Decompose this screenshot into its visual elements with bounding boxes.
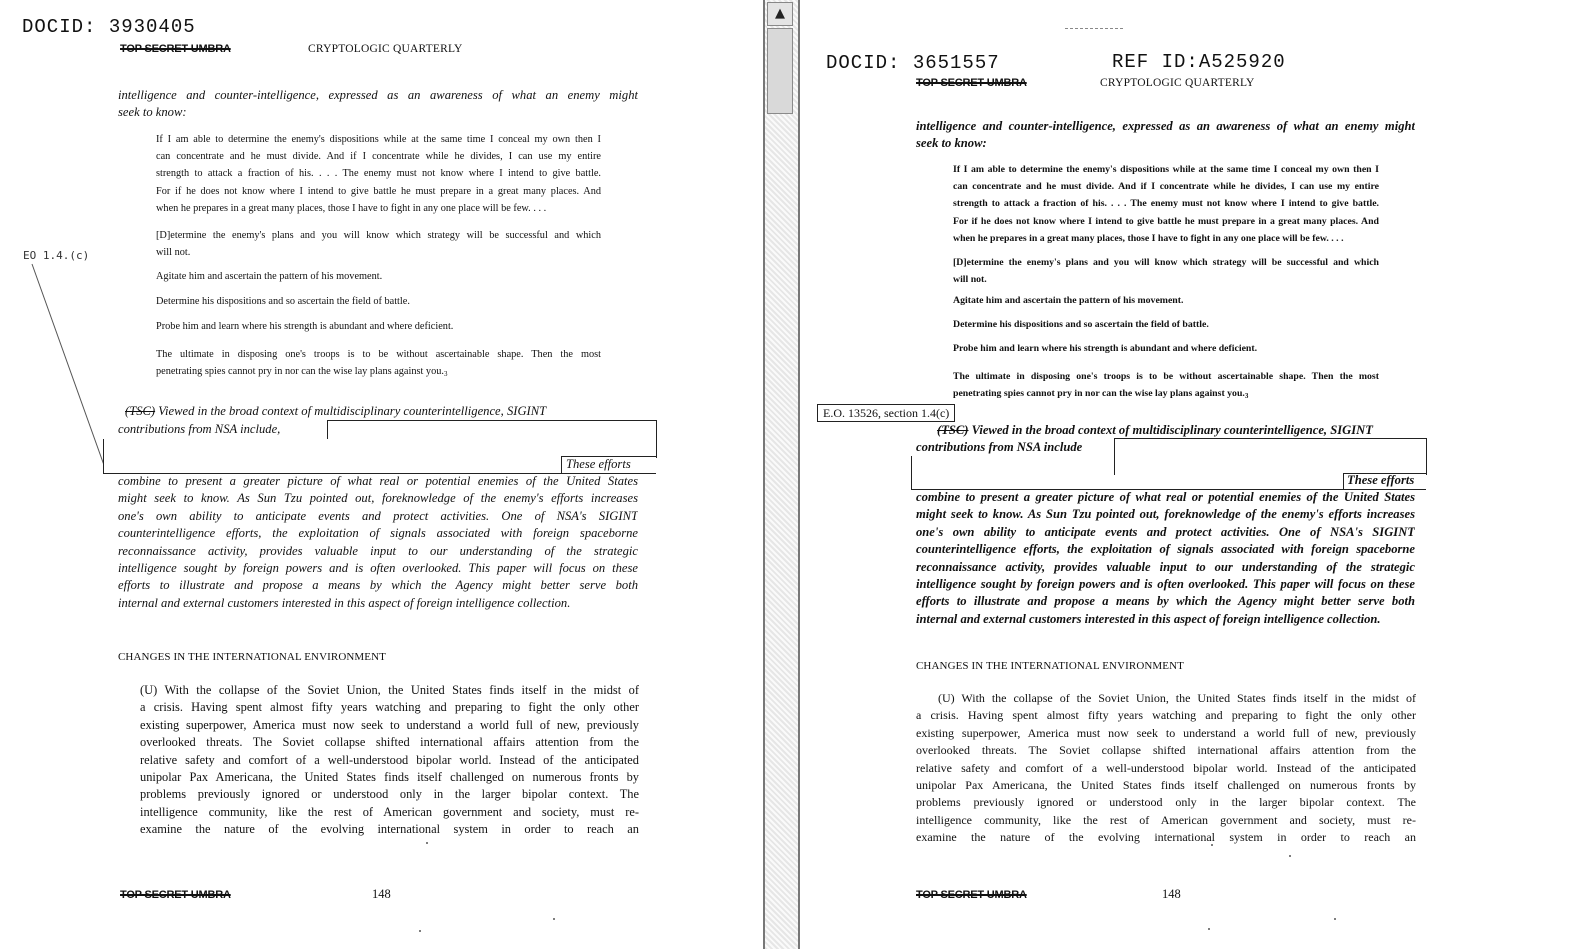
footnote-mark: 3 [443,369,448,378]
para-line: might seek to know. As Sun Tzu pointed out, foreknowledge of the enemy's efforts increases [118,491,638,506]
sigint-paragraph [118,473,638,612]
scan-speck [1289,855,1291,857]
intro-line: seek to know: [916,136,987,151]
para-line: internal and external customers interested in this aspect of foreign intelligence collection. [916,611,1381,626]
scan-mark [1065,28,1123,29]
quote-line: when he prepares in a great many places, those I have to fight in any one place will be few. . . . [953,232,1344,244]
quote-3: Agitate him and ascertain the pattern of his movement. [953,295,1184,306]
sigint-paragraph [916,489,1415,628]
page-number: 148 [372,887,391,901]
journal-title: CRYPTOLOGIC QUARTERLY [308,43,463,55]
quote-line: can concentrate and he must divide. And if I concentrate while he divides, I can use my entire [953,181,1379,193]
body-line: relative safety and comfort of a well-understood bipolar world. Instead of the anticipated [916,760,1416,775]
intro-text [916,118,1415,153]
left-document-page [0,0,763,949]
body-line: problems previously ignored or understood only in the larger bipolar context. The [140,787,639,802]
intro-line: intelligence and counter-intelligence, expressed as an awareness of what an enemy might [118,88,638,102]
quote-4: Determine his dispositions and so ascertain the field of battle. [953,319,1209,330]
quote-line: The ultimate in disposing one's troops is to be without ascertainable shape. Then the most [953,371,1379,382]
quote-line: penetrating spies cannot pry in nor can the wise lay plans against you. [156,366,444,378]
scan-speck [553,918,555,920]
scan-speck [419,930,421,932]
sigint-line: Viewed in the broad context of multidisciplinary counterintelligence, [158,404,504,418]
quote-5: Probe him and learn where his strength is abundant and where deficient. [953,343,1258,354]
quote-line: [D]etermine the enemy's plans and you will know which strategy will be successful and which [156,230,601,241]
body-line: intelligence community, like the rest of American government and society, must re- [140,804,639,819]
section-heading: CHANGES IN THE INTERNATIONAL ENVIRONMENT [916,660,1184,672]
classification-top: TOP SECRET UMBRA [916,77,1027,89]
quote-line: The ultimate in disposing one's troops is to be without ascertainable shape. Then the most [156,349,601,360]
quote-line: penetrating spies cannot pry in nor can the wise lay plans against you. [953,388,1245,400]
scan-speck [426,842,428,844]
body-line: problems previously ignored or understood only in the larger bipolar context. The [916,795,1416,810]
right-document-page [800,0,1570,949]
para-line: counterintelligence efforts, the exploitation of signals associated with foreign spaceborne [916,542,1415,557]
quote-block-6 [953,368,1379,409]
scroll-up-arrow-icon[interactable]: ▲ [767,2,793,26]
body-line: unipolar Pax Americana, the United States finds itself challenged on numerous fronts by [140,770,639,785]
body-line: existing superpower, America must now seek to understand a world full of new, previously [140,717,639,732]
body-line: examine the nature of the evolving international system in order to reach an [916,830,1416,845]
para-line: efforts to illustrate and propose a means by which the Agency might better serve both [118,578,638,593]
sigint-word: SIGINT [1330,423,1373,437]
para-line: might seek to know. As Sun Tzu pointed out, foreknowledge of the enemy's efforts increases [916,507,1415,522]
body-line: a crisis. Having spent almost fifty years watching and preparing to fight the only other [140,700,639,715]
sigint-paragraph-start [125,403,546,420]
ref-id-label: REF ID:A525920 [1112,51,1286,73]
para-line: combine to present a greater picture of what real or potential enemies of the United States [118,474,638,488]
quote-5: Probe him and learn where his strength is abundant and where deficient. [156,321,454,332]
para-line: reconnaissance activity, provides valuable input to our understanding of the strategic [916,559,1415,574]
scan-speck [1208,928,1210,930]
quote-block-6 [156,346,601,387]
quote-block-1 [156,131,601,217]
classification-top: TOP SECRET UMBRA [120,43,231,55]
quote-line: when he prepares in a great many places, those I have to fight in any one place will be few. . . . [156,202,547,214]
body-line: (U) With the collapse of the Soviet Union, the United States finds itself in the midst of [938,691,1416,705]
intro-line: seek to know: [118,105,187,120]
body-line: intelligence community, like the rest of American government and society, must re- [916,812,1416,827]
body-line: unipolar Pax Americana, the United States finds itself challenged on numerous fronts by [916,778,1416,793]
body-line: relative safety and comfort of a well-understood bipolar world. Instead of the anticipated [140,752,639,767]
quote-line: For if he does not know where I intend to give battle he must prepare in a great many places. And [953,215,1379,227]
these-efforts-text: These efforts [1347,473,1415,487]
body-line: overlooked threats. The Soviet collapse shifted international affairs attention from the [140,735,639,750]
quote-block-2 [953,254,1379,288]
sigint-line-2: contributions from NSA include [916,440,1083,454]
intro-line: intelligence and counter-intelligence, expressed as an awareness of what an enemy might [916,119,1415,133]
quote-line: If I am able to determine the enemy's dispositions while at the same time I conceal my own then I [156,134,601,145]
docid-label: DOCID: 3930405 [22,16,196,38]
body-line: examine the nature of the evolving international system in order to reach an [140,822,639,837]
quote-line: strength to attack a fraction of his. . . . The enemy must not know where I intend to give battle. [953,198,1379,210]
sigint-line: Viewed in the broad context of multidisciplinary counterintelligence, [971,423,1328,437]
quote-3: Agitate him and ascertain the pattern of his movement. [156,271,383,282]
body-line: overlooked threats. The Soviet collapse shifted international affairs attention from the [916,743,1416,758]
para-line: one's own ability to anticipate events and protect activities. One of NSA's SIGINT [916,524,1415,539]
quote-line: will not. [953,274,987,286]
eo-exemption-box: E.O. 13526, section 1.4(c) [817,404,955,422]
quote-block-1 [953,161,1379,247]
tsc-marking: (TSC) [125,404,156,418]
sigint-paragraph-start [937,422,1373,439]
para-line: efforts to illustrate and propose a means by which the Agency might better serve both [916,594,1415,609]
quote-4: Determine his dispositions and so ascertain the field of battle. [156,296,410,307]
scan-speck [1211,844,1213,846]
quote-line: For if he does not know where I intend to give battle he must prepare in a great many places. And [156,185,601,197]
quote-line: will not. [156,247,191,259]
body-paragraph [118,682,639,839]
these-efforts-text: These efforts [566,457,631,471]
body-line: (U) With the collapse of the Soviet Union, the United States finds itself in the midst of [140,683,639,697]
eo-exemption-label: EO 1.4.(c) [23,249,90,262]
section-heading: CHANGES IN THE INTERNATIONAL ENVIRONMENT [118,651,386,663]
quote-line: can concentrate and he must divide. And if I concentrate while he divides, I can use my entire [156,151,601,163]
scrollbar-thumb[interactable] [767,28,793,114]
docid-label: DOCID: 3651557 [826,52,1000,74]
sigint-line-2: contributions from NSA include, [118,422,281,436]
body-line: existing superpower, America must now seek to understand a world full of new, previously [916,725,1416,740]
classification-bottom: TOP SECRET UMBRA [916,889,1027,901]
quote-line: strength to attack a fraction of his. . . . The enemy must not know where I intend to give battle. [156,168,601,180]
para-line: counterintelligence efforts, the exploitation of signals associated with foreign spaceborne [118,526,638,541]
intro-text [118,87,638,122]
para-line: combine to present a greater picture of what real or potential enemies of the United States [916,490,1415,504]
journal-title: CRYPTOLOGIC QUARTERLY [1100,77,1255,89]
para-line: intelligence sought by foreign powers and is often overlooked. This paper will focus on these [118,561,638,576]
body-line: a crisis. Having spent almost fifty years watching and preparing to fight the only other [916,708,1416,723]
para-line: one's own ability to anticipate events and protect activities. One of NSA's SIGINT [118,508,638,523]
body-paragraph [916,690,1416,847]
footnote-mark: 3 [1244,392,1249,401]
scrollbar-track[interactable] [765,0,795,949]
tsc-marking: (TSC) [937,423,969,437]
quote-line: If I am able to determine the enemy's dispositions while at the same time I conceal my own then I [953,164,1379,175]
sigint-word: SIGINT [506,404,547,418]
page-number: 148 [1162,887,1181,901]
para-line: internal and external customers interested in this aspect of foreign intelligence collection. [118,595,571,610]
para-line: intelligence sought by foreign powers and is often overlooked. This paper will focus on these [916,577,1415,592]
quote-line: [D]etermine the enemy's plans and you will know which strategy will be successful and which [953,257,1379,268]
classification-bottom: TOP SECRET UMBRA [120,889,231,901]
scan-speck [1334,918,1336,920]
para-line: reconnaissance activity, provides valuable input to our understanding of the strategic [118,543,638,558]
quote-block-2 [156,227,601,261]
